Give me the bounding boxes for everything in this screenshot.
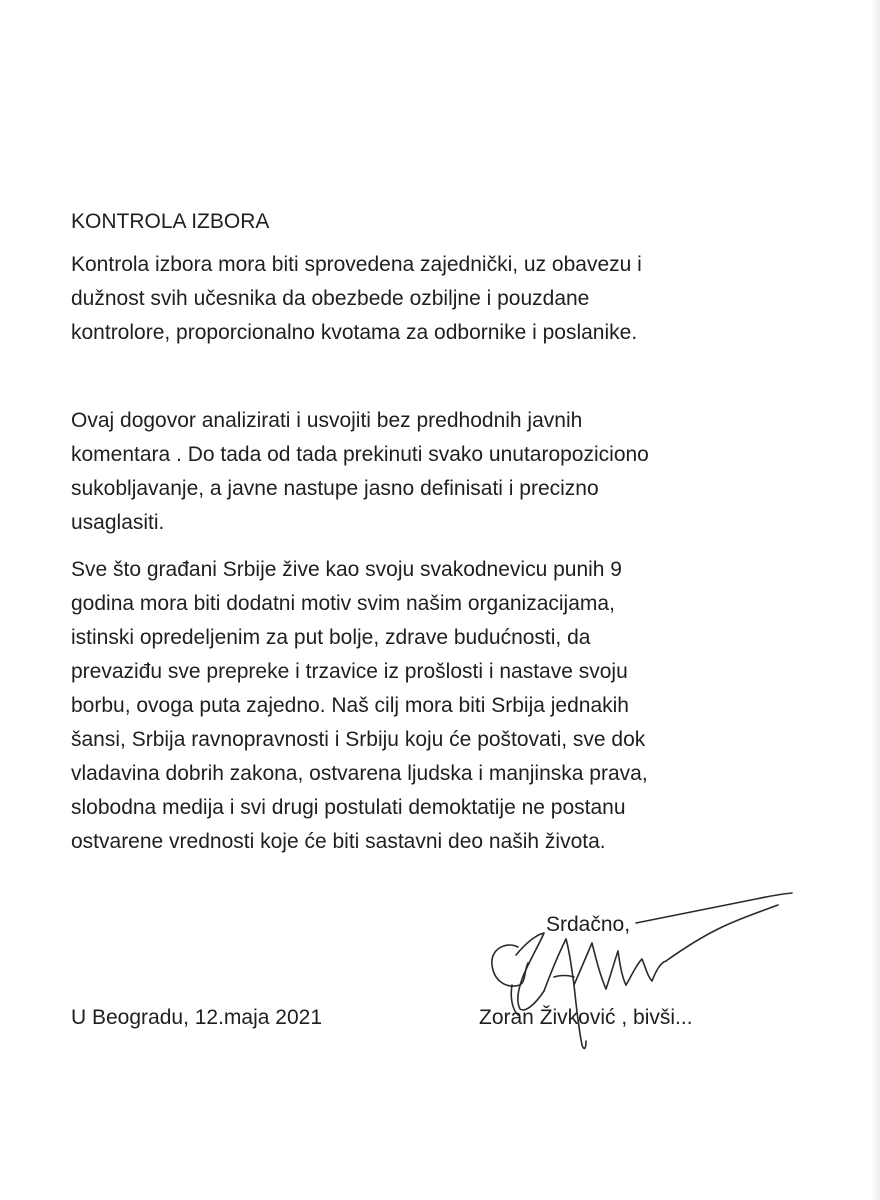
- paragraph-motivation: [71, 553, 648, 859]
- paragraph-line: slobodna medija i svi drugi postulati demoktatije ne postanu: [71, 796, 626, 819]
- paragraph-line: Sve što građani Srbije žive kao svoju svakodnevicu punih 9: [71, 558, 622, 581]
- paragraph-line: vladavina dobrih zakona, ostvarena ljudska i manjinska prava,: [71, 762, 648, 785]
- paragraph-line: godina mora biti dodatni motiv svim našim organizacijama,: [71, 592, 615, 615]
- signer-name: Zoran Živković , bivši...: [479, 1006, 693, 1029]
- paragraph-line: sukobljavanje, a javne nastupe jasno definisati i precizno: [71, 477, 599, 500]
- paragraph-line: šansi, Srbija ravnopravnosti i Srbiju koju će poštovati, sve dok: [71, 728, 646, 751]
- paragraph-line: komentara . Do tada od tada prekinuti svako unutaropoziciono: [71, 443, 649, 466]
- page-edge-shadow: [870, 0, 880, 1200]
- paragraph-line: ostvarene vrednosti koje će biti sastavni deo naših života.: [71, 830, 606, 853]
- paragraph-line: Ovaj dogovor analizirati i usvojiti bez predhodnih javnih: [71, 409, 583, 432]
- paragraph-line: istinski opredeljenim za put bolje, zdrave budućnosti, da: [71, 626, 591, 649]
- handwritten-signature: [466, 885, 796, 1060]
- paragraph-election-control: [71, 248, 642, 350]
- place-and-date: U Beogradu, 12.maja 2021: [71, 1006, 323, 1029]
- paragraph-line: Kontrola izbora mora biti sprovedena zajednički, uz obavezu i: [71, 253, 642, 276]
- paragraph-line: kontrolore, proporcionalno kvotama za odbornike i poslanike.: [71, 321, 638, 344]
- paragraph-line: prevaziđu sve prepreke i trzavice iz prošlosti i nastave svoju: [71, 660, 628, 683]
- letter-heading: KONTROLA IZBORA: [71, 210, 270, 233]
- paragraph-line: usaglasiti.: [71, 511, 165, 534]
- paragraph-agreement: [71, 404, 649, 540]
- paragraph-line: borbu, ovoga puta zajedno. Naš cilj mora biti Srbija jednakih: [71, 694, 629, 717]
- paragraph-line: dužnost svih učesnika da obezbede ozbiljne i pouzdane: [71, 287, 590, 310]
- closing-salutation: Srdačno,: [546, 913, 631, 936]
